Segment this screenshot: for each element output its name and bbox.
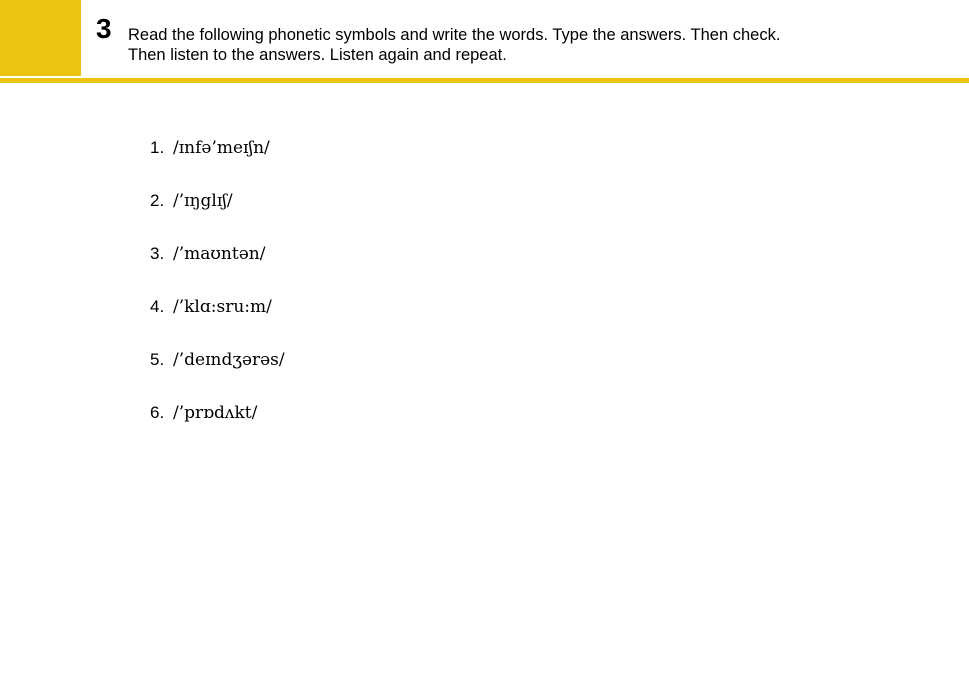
list-item bbox=[150, 350, 285, 403]
list-item bbox=[150, 191, 285, 244]
exercise-header bbox=[0, 0, 969, 84]
phonetic-symbols: /’maʊntən/ bbox=[173, 244, 266, 264]
instruction-line: Then listen to the answers. Listen again and repeat. bbox=[128, 46, 507, 64]
header-accent-block bbox=[0, 0, 81, 76]
phonetic-symbols: /’prɒdʌkt/ bbox=[173, 403, 258, 423]
item-number: 2. bbox=[150, 191, 165, 210]
list-item bbox=[150, 297, 285, 350]
item-number: 1. bbox=[150, 138, 165, 157]
header-divider bbox=[0, 78, 969, 83]
list-item bbox=[150, 403, 285, 456]
list-item bbox=[150, 138, 285, 191]
item-number: 6. bbox=[150, 403, 165, 422]
item-number: 3. bbox=[150, 244, 165, 263]
phonetic-symbols: /’ɪŋglɪʃ/ bbox=[173, 191, 233, 211]
phonetic-symbols: /’klɑ:sru:m/ bbox=[173, 297, 272, 317]
list-item bbox=[150, 244, 285, 297]
phonetic-list bbox=[150, 138, 285, 456]
exercise-instructions bbox=[128, 25, 928, 65]
exercise-number: 3 bbox=[96, 13, 112, 44]
item-number: 4. bbox=[150, 297, 165, 316]
instruction-line: Read the following phonetic symbols and write the words. Type the answers. Then check. bbox=[128, 26, 781, 44]
item-number: 5. bbox=[150, 350, 165, 369]
phonetic-symbols: /ɪnfə’meɪʃn/ bbox=[173, 138, 270, 158]
phonetic-symbols: /’deɪndʒərəs/ bbox=[173, 350, 285, 370]
